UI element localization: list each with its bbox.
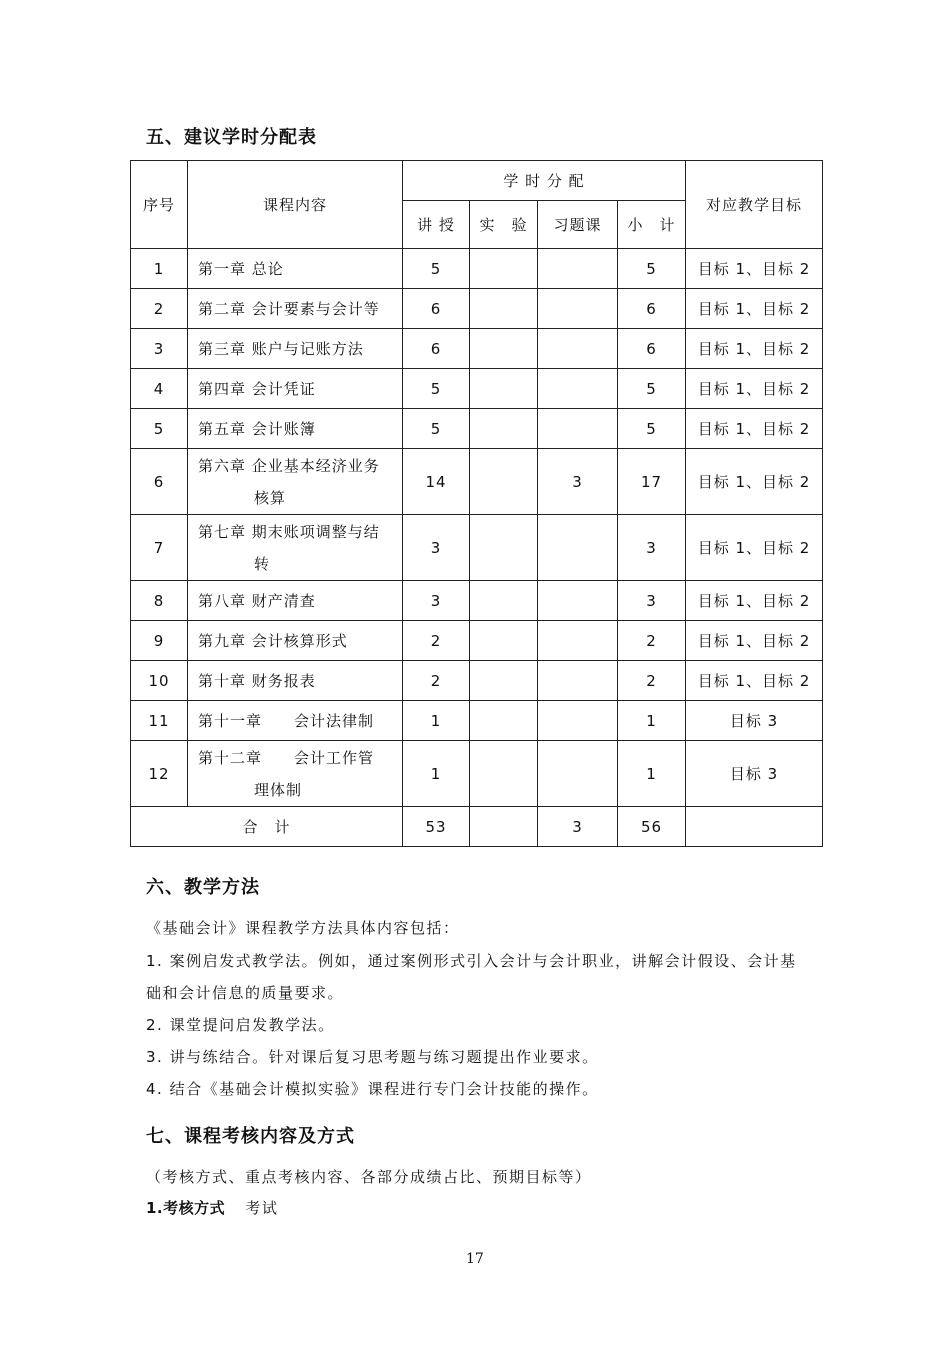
content-line-2: 转 <box>254 554 271 573</box>
table-row <box>131 449 823 515</box>
table-row <box>131 661 823 701</box>
methods-item-1-line-1: 1. 案例启发式教学法。例如，通过案例形式引入会计与会计职业，讲解会计假设、会计基 <box>146 952 797 970</box>
cell-goal: 目标 3 <box>686 741 823 807</box>
header-lab: 实 验 <box>470 201 538 249</box>
cell-lecture: 2 <box>403 621 470 661</box>
cell-subtotal: 3 <box>618 581 686 621</box>
cell-lecture: 3 <box>403 581 470 621</box>
section-title-hours: 五、建议学时分配表 <box>146 127 317 148</box>
cell-lab <box>470 449 538 515</box>
cell-subtotal: 6 <box>618 329 686 369</box>
table-body <box>131 249 823 807</box>
cell-no: 10 <box>131 661 188 701</box>
assessment-method <box>146 1198 278 1218</box>
cell-no: 6 <box>131 449 188 515</box>
cell-subtotal: 2 <box>618 621 686 661</box>
cell-subtotal: 5 <box>618 249 686 289</box>
cell-exercise <box>538 701 618 741</box>
cell-no: 4 <box>131 369 188 409</box>
table-row <box>131 515 823 581</box>
content-line-1: 第四章 会计凭证 <box>198 380 316 398</box>
cell-goal: 目标 1、目标 2 <box>686 515 823 581</box>
assessment-method-value: 考试 <box>245 1199 279 1217</box>
header-lecture: 讲 授 <box>403 201 470 249</box>
cell-lecture: 14 <box>403 449 470 515</box>
table-row <box>131 329 823 369</box>
cell-no: 9 <box>131 621 188 661</box>
content-line-1: 第八章 财产清查 <box>198 592 316 610</box>
cell-lab <box>470 741 538 807</box>
total-lecture: 53 <box>403 807 470 847</box>
methods-intro: 《基础会计》课程教学方法具体内容包括： <box>146 919 460 937</box>
cell-exercise <box>538 741 618 807</box>
cell-goal: 目标 3 <box>686 701 823 741</box>
cell-lab <box>470 661 538 701</box>
cell-goal: 目标 1、目标 2 <box>686 661 823 701</box>
cell-goal: 目标 1、目标 2 <box>686 621 823 661</box>
cell-lecture: 5 <box>403 409 470 449</box>
content-line-1: 第十二章 会计工作管 <box>198 748 375 767</box>
assessment-method-label: 1.考核方式 <box>146 1199 226 1217</box>
cell-exercise <box>538 661 618 701</box>
content-line-2: 核算 <box>254 488 287 507</box>
content-line-1: 第一章 总论 <box>198 260 284 278</box>
methods-item-4: 4. 结合《基础会计模拟实验》课程进行专门会计技能的操作。 <box>146 1080 599 1098</box>
table-row <box>131 581 823 621</box>
cell-lecture: 6 <box>403 289 470 329</box>
total-label: 合 计 <box>131 807 403 847</box>
content-line-1: 第十章 财务报表 <box>198 672 316 690</box>
cell-no: 11 <box>131 701 188 741</box>
header-seq: 序号 <box>131 161 188 249</box>
cell-exercise <box>538 369 618 409</box>
table-row <box>131 409 823 449</box>
header-exercise: 习题课 <box>538 201 618 249</box>
content-line-1: 第七章 期末账项调整与结 <box>198 522 380 541</box>
cell-lecture: 2 <box>403 661 470 701</box>
total-exercise: 3 <box>538 807 618 847</box>
methods-item-1-line-2: 础和会计信息的质量要求。 <box>146 984 345 1002</box>
cell-goal: 目标 1、目标 2 <box>686 449 823 515</box>
cell-no: 5 <box>131 409 188 449</box>
cell-exercise: 3 <box>538 449 618 515</box>
header-hours: 学 时 分 配 <box>403 161 686 201</box>
cell-exercise <box>538 409 618 449</box>
cell-exercise <box>538 289 618 329</box>
section-title-methods: 六、教学方法 <box>146 877 260 898</box>
methods-item-2: 2. 课堂提问启发教学法。 <box>146 1016 335 1034</box>
content-line-1: 第九章 会计核算形式 <box>198 632 348 650</box>
section-title-assessment: 七、课程考核内容及方式 <box>146 1126 355 1147</box>
cell-no: 12 <box>131 741 188 807</box>
cell-lecture: 1 <box>403 701 470 741</box>
cell-content <box>188 289 403 329</box>
cell-goal: 目标 1、目标 2 <box>686 249 823 289</box>
table-row <box>131 741 823 807</box>
cell-exercise <box>538 621 618 661</box>
cell-content <box>188 369 403 409</box>
cell-content <box>188 449 403 515</box>
cell-content <box>188 249 403 289</box>
cell-content <box>188 329 403 369</box>
cell-content <box>188 741 403 807</box>
cell-lab <box>470 409 538 449</box>
total-lab <box>470 807 538 847</box>
cell-exercise <box>538 515 618 581</box>
cell-lab <box>470 701 538 741</box>
cell-content <box>188 701 403 741</box>
cell-lab <box>470 369 538 409</box>
cell-subtotal: 5 <box>618 409 686 449</box>
cell-lecture: 1 <box>403 741 470 807</box>
table-row <box>131 249 823 289</box>
table-row <box>131 621 823 661</box>
hours-allocation-table <box>130 160 823 847</box>
cell-goal: 目标 1、目标 2 <box>686 369 823 409</box>
assessment-note: （考核方式、重点考核内容、各部分成绩占比、预期目标等） <box>146 1168 592 1186</box>
cell-subtotal: 17 <box>618 449 686 515</box>
cell-content <box>188 581 403 621</box>
cell-subtotal: 1 <box>618 741 686 807</box>
content-line-1: 第二章 会计要素与会计等 <box>198 300 380 318</box>
cell-content <box>188 661 403 701</box>
table-row <box>131 289 823 329</box>
cell-goal: 目标 1、目标 2 <box>686 409 823 449</box>
content-line-2: 理体制 <box>254 780 303 799</box>
cell-no: 1 <box>131 249 188 289</box>
content-line-1: 第三章 账户与记账方法 <box>198 340 364 358</box>
methods-item-3: 3. 讲与练结合。针对课后复习思考题与练习题提出作业要求。 <box>146 1048 599 1066</box>
content-line-1: 第六章 企业基本经济业务 <box>198 456 380 475</box>
table-row <box>131 701 823 741</box>
cell-content <box>188 409 403 449</box>
cell-content <box>188 621 403 661</box>
header-subtotal: 小 计 <box>618 201 686 249</box>
cell-lab <box>470 329 538 369</box>
cell-subtotal: 2 <box>618 661 686 701</box>
cell-exercise <box>538 329 618 369</box>
cell-no: 2 <box>131 289 188 329</box>
page-number: 17 <box>466 1251 484 1267</box>
cell-no: 8 <box>131 581 188 621</box>
total-row <box>131 807 823 847</box>
cell-exercise <box>538 581 618 621</box>
cell-subtotal: 1 <box>618 701 686 741</box>
header-goal: 对应教学目标 <box>686 161 823 249</box>
cell-lecture: 6 <box>403 329 470 369</box>
cell-lecture: 5 <box>403 249 470 289</box>
cell-lecture: 3 <box>403 515 470 581</box>
cell-no: 3 <box>131 329 188 369</box>
cell-subtotal: 6 <box>618 289 686 329</box>
cell-lab <box>470 515 538 581</box>
cell-subtotal: 3 <box>618 515 686 581</box>
header-content: 课程内容 <box>188 161 403 249</box>
content-line-1: 第十一章 会计法律制 <box>198 712 375 730</box>
total-subtotal: 56 <box>618 807 686 847</box>
cell-exercise <box>538 249 618 289</box>
cell-lab <box>470 621 538 661</box>
cell-goal: 目标 1、目标 2 <box>686 329 823 369</box>
cell-goal: 目标 1、目标 2 <box>686 289 823 329</box>
total-goal <box>686 807 823 847</box>
cell-content <box>188 515 403 581</box>
content-line-1: 第五章 会计账簿 <box>198 420 316 438</box>
cell-subtotal: 5 <box>618 369 686 409</box>
cell-goal: 目标 1、目标 2 <box>686 581 823 621</box>
cell-lab <box>470 249 538 289</box>
cell-lab <box>470 581 538 621</box>
cell-lecture: 5 <box>403 369 470 409</box>
table-row <box>131 369 823 409</box>
cell-lab <box>470 289 538 329</box>
cell-no: 7 <box>131 515 188 581</box>
